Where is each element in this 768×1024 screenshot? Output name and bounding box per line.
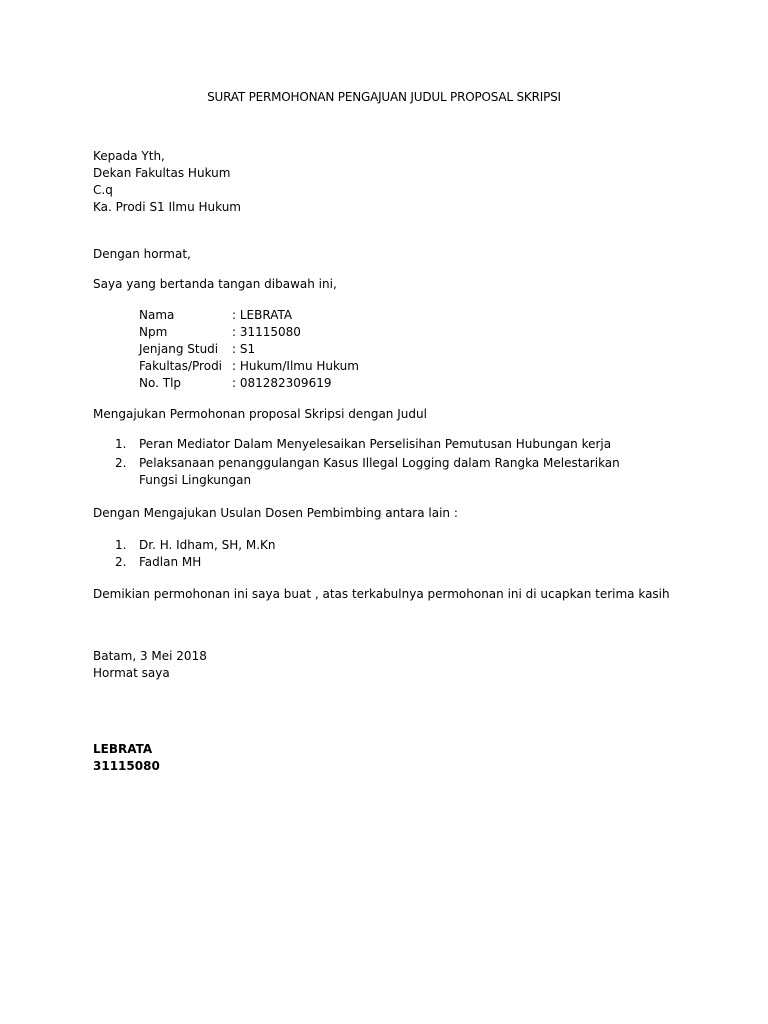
field-row xyxy=(139,324,359,341)
recipient-line: Ka. Prodi S1 Ilmu Hukum xyxy=(93,200,241,214)
field-key: Npm xyxy=(139,325,168,339)
list-text: Fadlan MH xyxy=(139,555,202,569)
field-value: : S1 xyxy=(232,342,256,356)
closing-text: Demikian permohonan ini saya buat , atas terkabulnya permohonan ini di ucapkan terima kasih xyxy=(93,587,670,601)
field-key: Jenjang Studi xyxy=(139,342,219,356)
list-item xyxy=(115,436,659,453)
field-key: No. Tlp xyxy=(139,376,182,390)
list-number: 1. xyxy=(115,538,127,552)
request-intro: Mengajukan Permohonan proposal Skripsi dengan Judul xyxy=(93,407,427,421)
list-item xyxy=(115,554,659,571)
field-value: : 081282309619 xyxy=(232,376,332,390)
list-text: Pelaksanaan penanggulangan Kasus Illegal Logging dalam Rangka Melestarikan Fungsi Lingkungan xyxy=(139,456,620,487)
field-value: : LEBRATA xyxy=(232,308,293,322)
regards: Hormat saya xyxy=(93,666,170,680)
field-row xyxy=(139,341,359,358)
thesis-title-list xyxy=(115,436,659,489)
field-key: Nama xyxy=(139,308,175,322)
list-item xyxy=(115,537,659,554)
list-number: 2. xyxy=(115,555,127,569)
signer-block xyxy=(93,741,160,775)
list-item xyxy=(115,455,659,489)
field-value: : Hukum/Ilmu Hukum xyxy=(232,359,359,373)
intro-text: Saya yang bertanda tangan dibawah ini, xyxy=(93,277,337,291)
recipient-line: Kepada Yth, xyxy=(93,149,165,163)
signer-name: LEBRATA xyxy=(93,742,153,756)
advisor-list xyxy=(115,537,659,571)
greeting: Dengan hormat, xyxy=(93,247,191,261)
signer-id: 31115080 xyxy=(93,759,160,773)
recipient-line: Dekan Fakultas Hukum xyxy=(93,166,231,180)
field-key: Fakultas/Prodi xyxy=(139,359,223,373)
field-row xyxy=(139,375,359,392)
list-text: Dr. H. Idham, SH, M.Kn xyxy=(139,538,276,552)
list-number: 1. xyxy=(115,437,127,451)
field-row xyxy=(139,358,359,375)
list-text: Peran Mediator Dalam Menyelesaikan Perselisihan Pemutusan Hubungan kerja xyxy=(139,437,612,451)
advisor-intro: Dengan Mengajukan Usulan Dosen Pembimbing antara lain : xyxy=(93,506,458,520)
list-number: 2. xyxy=(115,456,127,470)
field-value: : 31115080 xyxy=(232,325,301,339)
place-date: Batam, 3 Mei 2018 xyxy=(93,649,207,663)
applicant-fields xyxy=(139,307,359,392)
recipient-line: C.q xyxy=(93,183,113,197)
place-date-block xyxy=(93,648,207,682)
letter-title: SURAT PERMOHONAN PENGAJUAN JUDUL PROPOSAL SKRIPSI xyxy=(207,90,561,104)
recipient-block xyxy=(93,148,241,216)
field-row xyxy=(139,307,359,324)
